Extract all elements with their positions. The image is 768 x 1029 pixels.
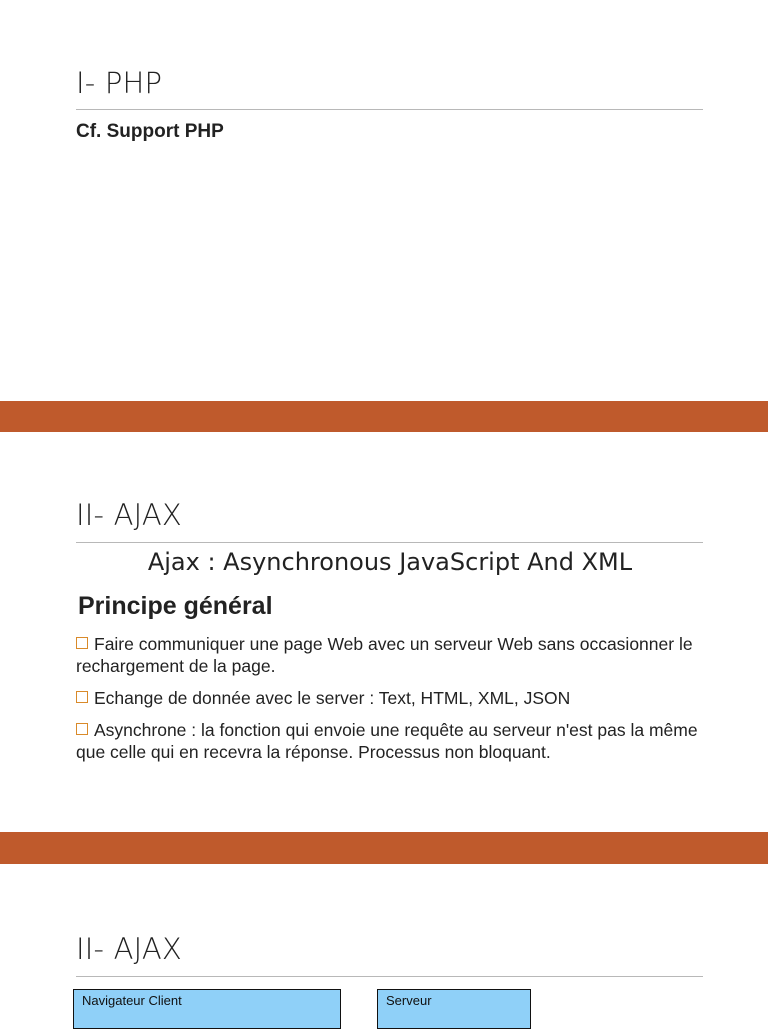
diagram-client-box <box>73 989 341 1029</box>
slide-subtitle: Cf. Support PHP <box>76 121 224 142</box>
title-divider <box>76 976 703 977</box>
diagram-server-label: Serveur <box>386 993 432 1008</box>
bullet-list <box>76 633 706 773</box>
square-outline-icon <box>76 723 88 735</box>
slide-separator <box>0 401 768 432</box>
bullet-text: Faire communiquer une page Web avec un serveur Web sans occasionner le rechargement de la page. <box>76 634 693 676</box>
slide-title: II- AJAX <box>76 932 182 966</box>
square-outline-icon <box>76 637 88 649</box>
title-divider <box>76 109 703 110</box>
bullet-text: Echange de donnée avec le server : Text, HTML, XML, JSON <box>94 688 571 708</box>
section-heading: Principe général <box>78 592 273 620</box>
title-divider <box>76 542 703 543</box>
slide-title: II- AJAX <box>76 498 182 532</box>
bullet-text: Asynchrone : la fonction qui envoie une requête au serveur n'est pas la même que celle qui en recevra la réponse. Processus non bloquant. <box>76 720 698 762</box>
bullet-item <box>76 719 706 763</box>
slide-subtitle: Ajax : Asynchronous JavaScript And XML <box>147 548 633 576</box>
diagram-client-label: Navigateur Client <box>82 993 182 1008</box>
slide-ajax-diagram <box>0 864 768 1024</box>
slide-ajax-principe <box>0 432 768 832</box>
bullet-item <box>76 633 706 677</box>
diagram-server-box <box>377 989 531 1029</box>
bullet-item <box>76 687 706 709</box>
slide-php <box>0 0 768 401</box>
slide-separator <box>0 832 768 864</box>
square-outline-icon <box>76 691 88 703</box>
slide-title: I- PHP <box>76 66 163 100</box>
